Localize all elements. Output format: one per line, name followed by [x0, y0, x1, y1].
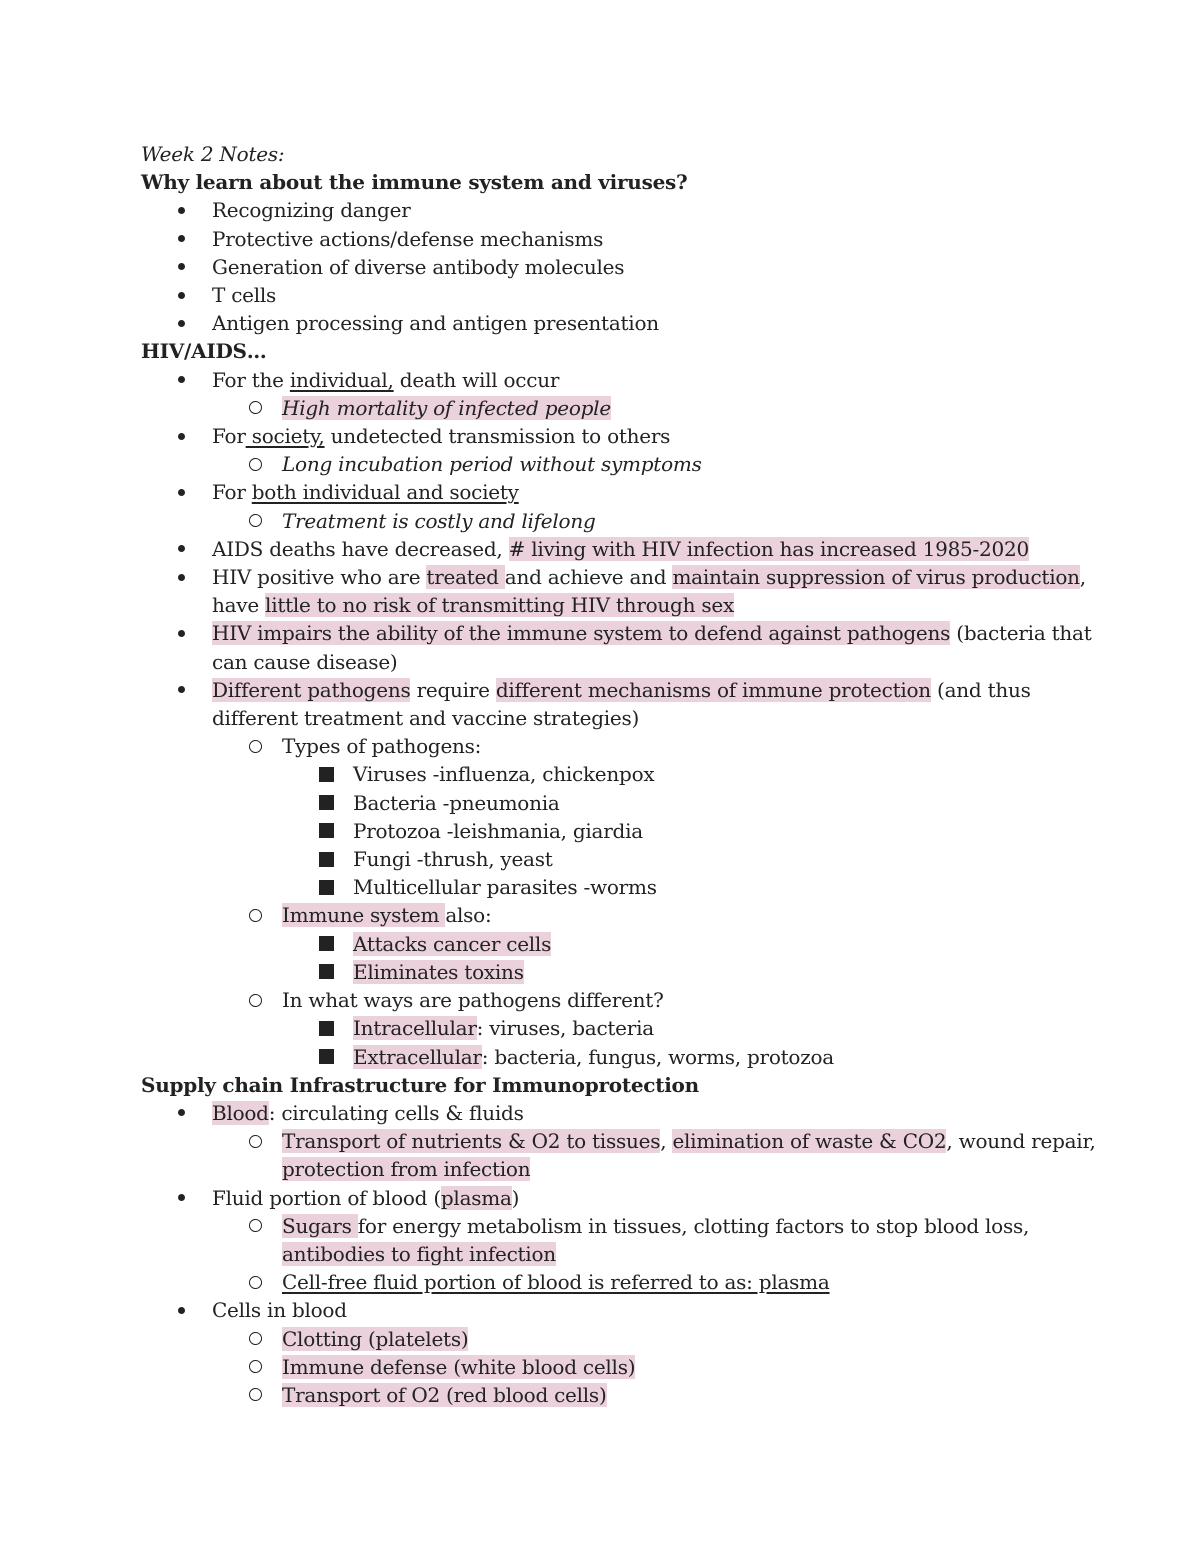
filled-circle-icon — [171, 1296, 191, 1324]
list-item — [141, 817, 1060, 845]
list-item — [141, 789, 1060, 817]
heading-line — [141, 337, 1060, 365]
text: : circulating cells & fluids — [268, 1100, 524, 1125]
list-item — [141, 1296, 1060, 1324]
highlighted-text: treated — [426, 565, 505, 590]
text: Recognizing danger — [212, 198, 411, 223]
list-item — [141, 901, 1060, 929]
text: For — [212, 424, 246, 449]
filled-circle-icon — [171, 676, 191, 704]
filled-circle-icon — [171, 225, 191, 253]
text: for energy metabolism in tissues, clotting factors to stop blood loss, — [357, 1213, 1030, 1238]
text: AIDS deaths have decreased, — [212, 536, 509, 561]
text: Bacteria -pneumonia — [353, 790, 560, 815]
text: Treatment is costly and lifelong — [282, 508, 596, 533]
filled-square-icon — [316, 789, 336, 817]
filled-circle-icon — [171, 619, 191, 647]
heading-line — [141, 140, 1060, 168]
list-item — [141, 1381, 1060, 1409]
filled-square-icon — [316, 1043, 336, 1071]
text: In what ways are pathogens different? — [282, 988, 664, 1013]
filled-circle-icon — [171, 1184, 191, 1212]
list-item-continuation — [141, 1240, 1060, 1268]
list-item — [141, 732, 1060, 760]
filled-square-icon — [316, 1014, 336, 1042]
list-item — [141, 253, 1060, 281]
filled-square-icon — [316, 958, 336, 986]
text: Types of pathogens: — [282, 734, 482, 759]
text: can cause disease) — [212, 649, 398, 674]
highlighted-text: maintain suppression of virus production — [672, 565, 1080, 590]
heading-line — [141, 1071, 1060, 1099]
text: different treatment and vaccine strategies) — [212, 706, 640, 731]
highlighted-text: HIV impairs the ability of the immune system to defend against pathogens — [212, 621, 951, 646]
list-item — [141, 619, 1092, 647]
highlighted-text: Sugars — [282, 1213, 358, 1238]
underlined-text: individual, — [289, 367, 394, 392]
highlighted-text: Eliminates toxins — [353, 959, 524, 984]
text: death will occur — [393, 367, 560, 392]
highlighted-text: Immune system — [282, 903, 446, 928]
text: HIV positive who are — [212, 565, 427, 590]
list-item — [141, 1043, 1060, 1071]
text: and achieve and — [504, 565, 673, 590]
text: , wound repair, — [946, 1129, 1096, 1154]
list-item-continuation — [141, 648, 1060, 676]
text: Antigen processing and antigen presentation — [212, 311, 659, 336]
filled-circle-icon — [171, 253, 191, 281]
list-item-continuation — [141, 704, 1060, 732]
list-item — [141, 563, 1086, 591]
filled-square-icon — [316, 817, 336, 845]
highlighted-text: Extracellular — [353, 1044, 482, 1069]
highlighted-text: Blood — [212, 1100, 269, 1125]
text: Week 2 Notes: — [141, 142, 285, 166]
filled-square-icon — [316, 760, 336, 788]
list-item — [141, 1268, 1060, 1296]
filled-circle-icon — [171, 281, 191, 309]
hollow-circle-icon — [245, 1268, 265, 1296]
text: ) — [511, 1185, 520, 1210]
list-item — [141, 1353, 1060, 1381]
filled-circle-icon — [171, 366, 191, 394]
hollow-circle-icon — [245, 450, 265, 478]
filled-square-icon — [316, 873, 336, 901]
highlighted-text: Transport of O2 (red blood cells) — [282, 1382, 607, 1407]
hollow-circle-icon — [245, 1212, 265, 1240]
filled-circle-icon — [171, 535, 191, 563]
hollow-circle-icon — [245, 1127, 265, 1155]
filled-circle-icon — [171, 563, 191, 591]
text: Multicellular parasites -worms — [353, 875, 657, 900]
list-item — [141, 1099, 1060, 1127]
list-item — [141, 281, 1060, 309]
list-item — [141, 1127, 1096, 1155]
text: require — [410, 677, 496, 702]
list-item — [141, 422, 1060, 450]
text: For — [212, 480, 252, 505]
heading-line — [141, 168, 1060, 196]
hollow-circle-icon — [245, 1381, 265, 1409]
highlighted-text: Immune defense (white blood cells) — [282, 1354, 636, 1379]
text: Fungi -thrush, yeast — [353, 847, 553, 872]
list-item — [141, 309, 1060, 337]
underlined-text: Cell-free fluid portion of blood is referred to as: plasma — [282, 1270, 830, 1295]
highlighted-text: different mechanisms of immune protection — [495, 677, 931, 702]
filled-square-icon — [316, 930, 336, 958]
list-item — [141, 1325, 1060, 1353]
hollow-circle-icon — [245, 986, 265, 1014]
highlighted-text: Clotting (platelets) — [282, 1326, 469, 1351]
list-item — [141, 958, 1060, 986]
underlined-text: both individual and society — [251, 480, 519, 505]
text: (bacteria that — [950, 621, 1092, 646]
text: Generation of diverse antibody molecules — [212, 254, 625, 279]
text: also: — [445, 903, 492, 928]
filled-circle-icon — [171, 1099, 191, 1127]
filled-circle-icon — [171, 478, 191, 506]
hollow-circle-icon — [245, 1325, 265, 1353]
list-item — [141, 1212, 1060, 1240]
underlined-text: society, — [245, 424, 325, 449]
list-item — [141, 1014, 1060, 1042]
text: (and thus — [930, 677, 1031, 702]
filled-circle-icon — [171, 422, 191, 450]
list-item — [141, 507, 1060, 535]
text: have — [212, 593, 266, 618]
filled-circle-icon — [171, 309, 191, 337]
highlighted-text: Different pathogens — [212, 677, 411, 702]
text: : viruses, bacteria — [476, 1016, 654, 1041]
text: , — [1079, 565, 1086, 590]
list-item — [141, 535, 1060, 563]
text: Long incubation period without symptoms — [282, 452, 702, 477]
hollow-circle-icon — [245, 732, 265, 760]
highlighted-text: High mortality of infected people — [282, 395, 611, 420]
text: Supply chain Infrastructure for Immunoprotection — [141, 1072, 699, 1097]
list-item — [141, 196, 1060, 224]
text: Viruses -influenza, chickenpox — [353, 762, 655, 787]
text: T cells — [212, 283, 277, 308]
highlighted-text: protection from infection — [282, 1157, 531, 1182]
filled-circle-icon — [171, 196, 191, 224]
list-item — [141, 760, 1060, 788]
text: undetected transmission to others — [324, 424, 671, 449]
highlighted-text: plasma — [440, 1185, 512, 1210]
list-item — [141, 366, 1060, 394]
highlighted-text: little to no risk of transmitting HIV through sex — [265, 593, 734, 618]
text: Why learn about the immune system and viruses? — [141, 170, 688, 195]
list-item — [141, 225, 1060, 253]
text: Protozoa -leishmania, giardia — [353, 818, 643, 843]
text: Cells in blood — [212, 1298, 347, 1323]
list-item — [141, 478, 1060, 506]
list-item — [141, 873, 1060, 901]
text: For the — [212, 367, 290, 392]
highlighted-text: elimination of waste & CO2 — [672, 1129, 947, 1154]
text: : bacteria, fungus, worms, protozoa — [481, 1044, 834, 1069]
text: HIV/AIDS… — [141, 339, 267, 364]
list-item — [141, 450, 1060, 478]
filled-square-icon — [316, 845, 336, 873]
list-item — [141, 1184, 1060, 1212]
list-item — [141, 986, 1060, 1014]
list-item — [141, 394, 1060, 422]
list-item-continuation — [141, 591, 1060, 619]
hollow-circle-icon — [245, 1353, 265, 1381]
hollow-circle-icon — [245, 507, 265, 535]
list-item — [141, 676, 1060, 704]
hollow-circle-icon — [245, 394, 265, 422]
text: Fluid portion of blood ( — [212, 1185, 441, 1210]
text: Protective actions/defense mechanisms — [212, 226, 604, 251]
list-item-continuation — [141, 1155, 1060, 1183]
list-item — [141, 845, 1060, 873]
hollow-circle-icon — [245, 901, 265, 929]
list-item — [141, 930, 1060, 958]
text: , — [660, 1129, 673, 1154]
highlighted-text: antibodies to fight infection — [282, 1241, 556, 1266]
highlighted-text: Intracellular — [353, 1016, 477, 1041]
highlighted-text: Attacks cancer cells — [353, 931, 552, 956]
highlighted-text: # living with HIV infection has increased 1985-2020 — [508, 536, 1029, 561]
highlighted-text: Transport of nutrients & O2 to tissues — [282, 1129, 661, 1154]
